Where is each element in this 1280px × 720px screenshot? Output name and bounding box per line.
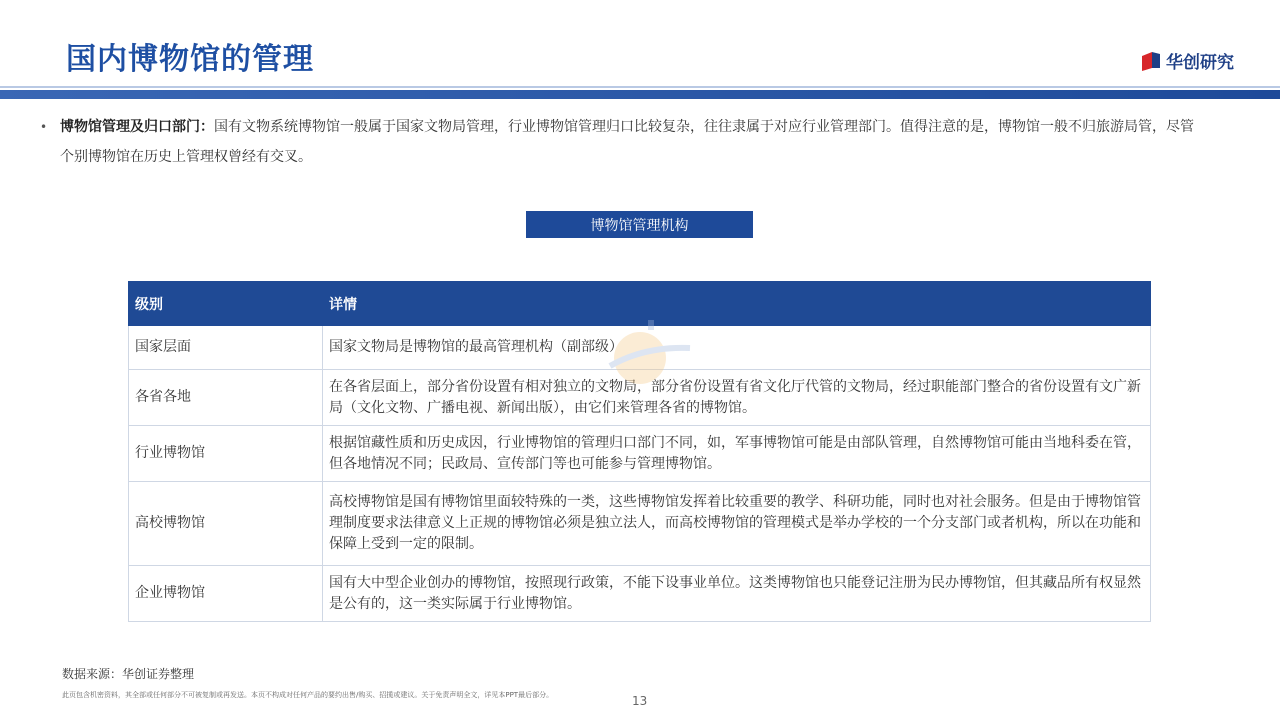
brand-logo [1140, 48, 1234, 73]
row-detail: 在各省层面上，部分省份设置有相对独立的文物局，部分省份设置有省文化厅代管的文物局，经过职能部门整合的省份设置有文广新局（文化文物、广播电视、新闻出版），由它们来管理各省的博物馆。 [323, 370, 1151, 426]
bullet-text: 国有文物系统博物馆一般属于国家文物局管理，行业博物馆管理归口比较复杂，往往隶属于对应行业管理部门。值得注意的是，博物馆一般不归旅游局管，尽管个别博物馆在历史上管理权曾经有交叉。 [60, 119, 1194, 165]
bullet-paragraph [40, 112, 1200, 172]
page-title: 国内博物馆的管理 [66, 42, 314, 77]
bullet-label: 博物馆管理及归口部门： [60, 119, 214, 135]
row-detail: 国家文物局是博物馆的最高管理机构（副部级） [323, 326, 1151, 370]
bullet-icon: • [40, 120, 48, 134]
data-source: 数据来源：华创证券整理 [62, 667, 195, 681]
row-level: 行业博物馆 [129, 426, 323, 482]
page-number: 13 [632, 694, 648, 708]
watermark-logo-icon [600, 318, 695, 388]
row-detail: 国有大中型企业创办的博物馆，按照现行政策，不能下设事业单位。这类博物馆也只能登记注册为民办博物馆，但其藏品所有权显然是公有的，这一类实际属于行业博物馆。 [323, 566, 1151, 622]
row-level: 国家层面 [129, 326, 323, 370]
row-level: 企业博物馆 [129, 566, 323, 622]
row-level: 高校博物馆 [129, 482, 323, 566]
row-level: 各省各地 [129, 370, 323, 426]
logo-icon [1140, 50, 1162, 72]
header-detail: 详情 [323, 282, 1151, 326]
table-row [129, 566, 1151, 622]
table-caption: 博物馆管理机构 [526, 211, 753, 238]
disclaimer-text: 此页包含机密资料，其全部或任何部分不可被复制或再发送。本页不构成对任何产品的要约出售/购买、招揽或建议。关于免责声明全文，详见本PPT最后部分。 [62, 691, 554, 699]
header-divider-thin [0, 86, 1280, 88]
logo-text: 华创研究 [1166, 53, 1234, 73]
bullet-body [60, 112, 1200, 172]
table-row [129, 482, 1151, 566]
header-divider [0, 90, 1280, 99]
table-row [129, 426, 1151, 482]
header-level: 级别 [129, 282, 323, 326]
row-detail: 根据馆藏性质和历史成因，行业博物馆的管理归口部门不同，如，军事博物馆可能是由部队管理，自然博物馆可能由当地科委在管，但各地情况不同；民政局、宣传部门等也可能参与管理博物馆。 [323, 426, 1151, 482]
row-detail: 高校博物馆是国有博物馆里面较特殊的一类，这些博物馆发挥着比较重要的教学、科研功能，同时也对社会服务。但是由于博物馆管理制度要求法律意义上正规的博物馆必须是独立法人，而高校博物馆的管理模式是举办学校的一个分支部门或者机构，所以在功能和保障上受到一定的限制。 [323, 482, 1151, 566]
